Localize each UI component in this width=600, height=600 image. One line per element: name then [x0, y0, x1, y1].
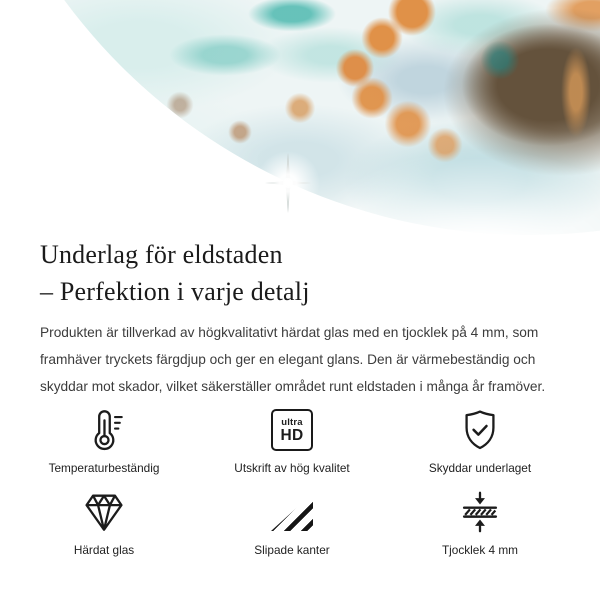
sparkle-highlight-icon: [258, 151, 318, 215]
feature-label: Tjocklek 4 mm: [441, 543, 519, 557]
feature-high-quality-print: [198, 407, 386, 475]
diamond-icon: [81, 489, 127, 535]
ultra-hd-text-top: ultra: [281, 416, 303, 428]
feature-protects-surface: [386, 407, 574, 475]
shield-check-icon: [457, 407, 503, 453]
feature-tempered-glass: [10, 489, 198, 557]
ultra-hd-icon: [271, 407, 313, 453]
thermometer-icon: [81, 407, 127, 453]
product-image-hero: [0, 0, 600, 242]
feature-polished-edges: [198, 489, 386, 557]
ultra-hd-badge: [271, 409, 313, 451]
diagonal-stripes: [271, 493, 313, 531]
product-description: Produkten är tillverkad av högkvalitativt härdat glas med en tjocklek på 4 mm, som framhäver tryckets färgdjup och ger en elegant glans. Den är värmebeständig och skyddar mot skador, vilket säkerställer området runt eldstaden i många år framöver.: [40, 325, 546, 394]
feature-label: Skyddar underlaget: [428, 461, 532, 475]
feature-label: Utskrift av hög kvalitet: [234, 461, 350, 475]
page-title: [40, 236, 560, 310]
ultra-hd-text-bottom: HD: [280, 427, 304, 444]
feature-label: Slipade kanter: [254, 543, 330, 557]
sparkle-glow: [250, 143, 326, 223]
thickness-icon: [457, 489, 503, 535]
title-line-1: Underlag för eldstaden: [40, 240, 283, 269]
feature-thickness: [386, 489, 574, 557]
feature-temperature-resistant: [10, 407, 198, 475]
feature-grid: [10, 407, 588, 557]
feature-label: Härdat glas: [73, 543, 135, 557]
title-line-2: – Perfektion i varje detalj: [40, 277, 310, 306]
bevel-edges-icon: [271, 489, 313, 535]
feature-label: Temperaturbeständig: [48, 461, 160, 475]
